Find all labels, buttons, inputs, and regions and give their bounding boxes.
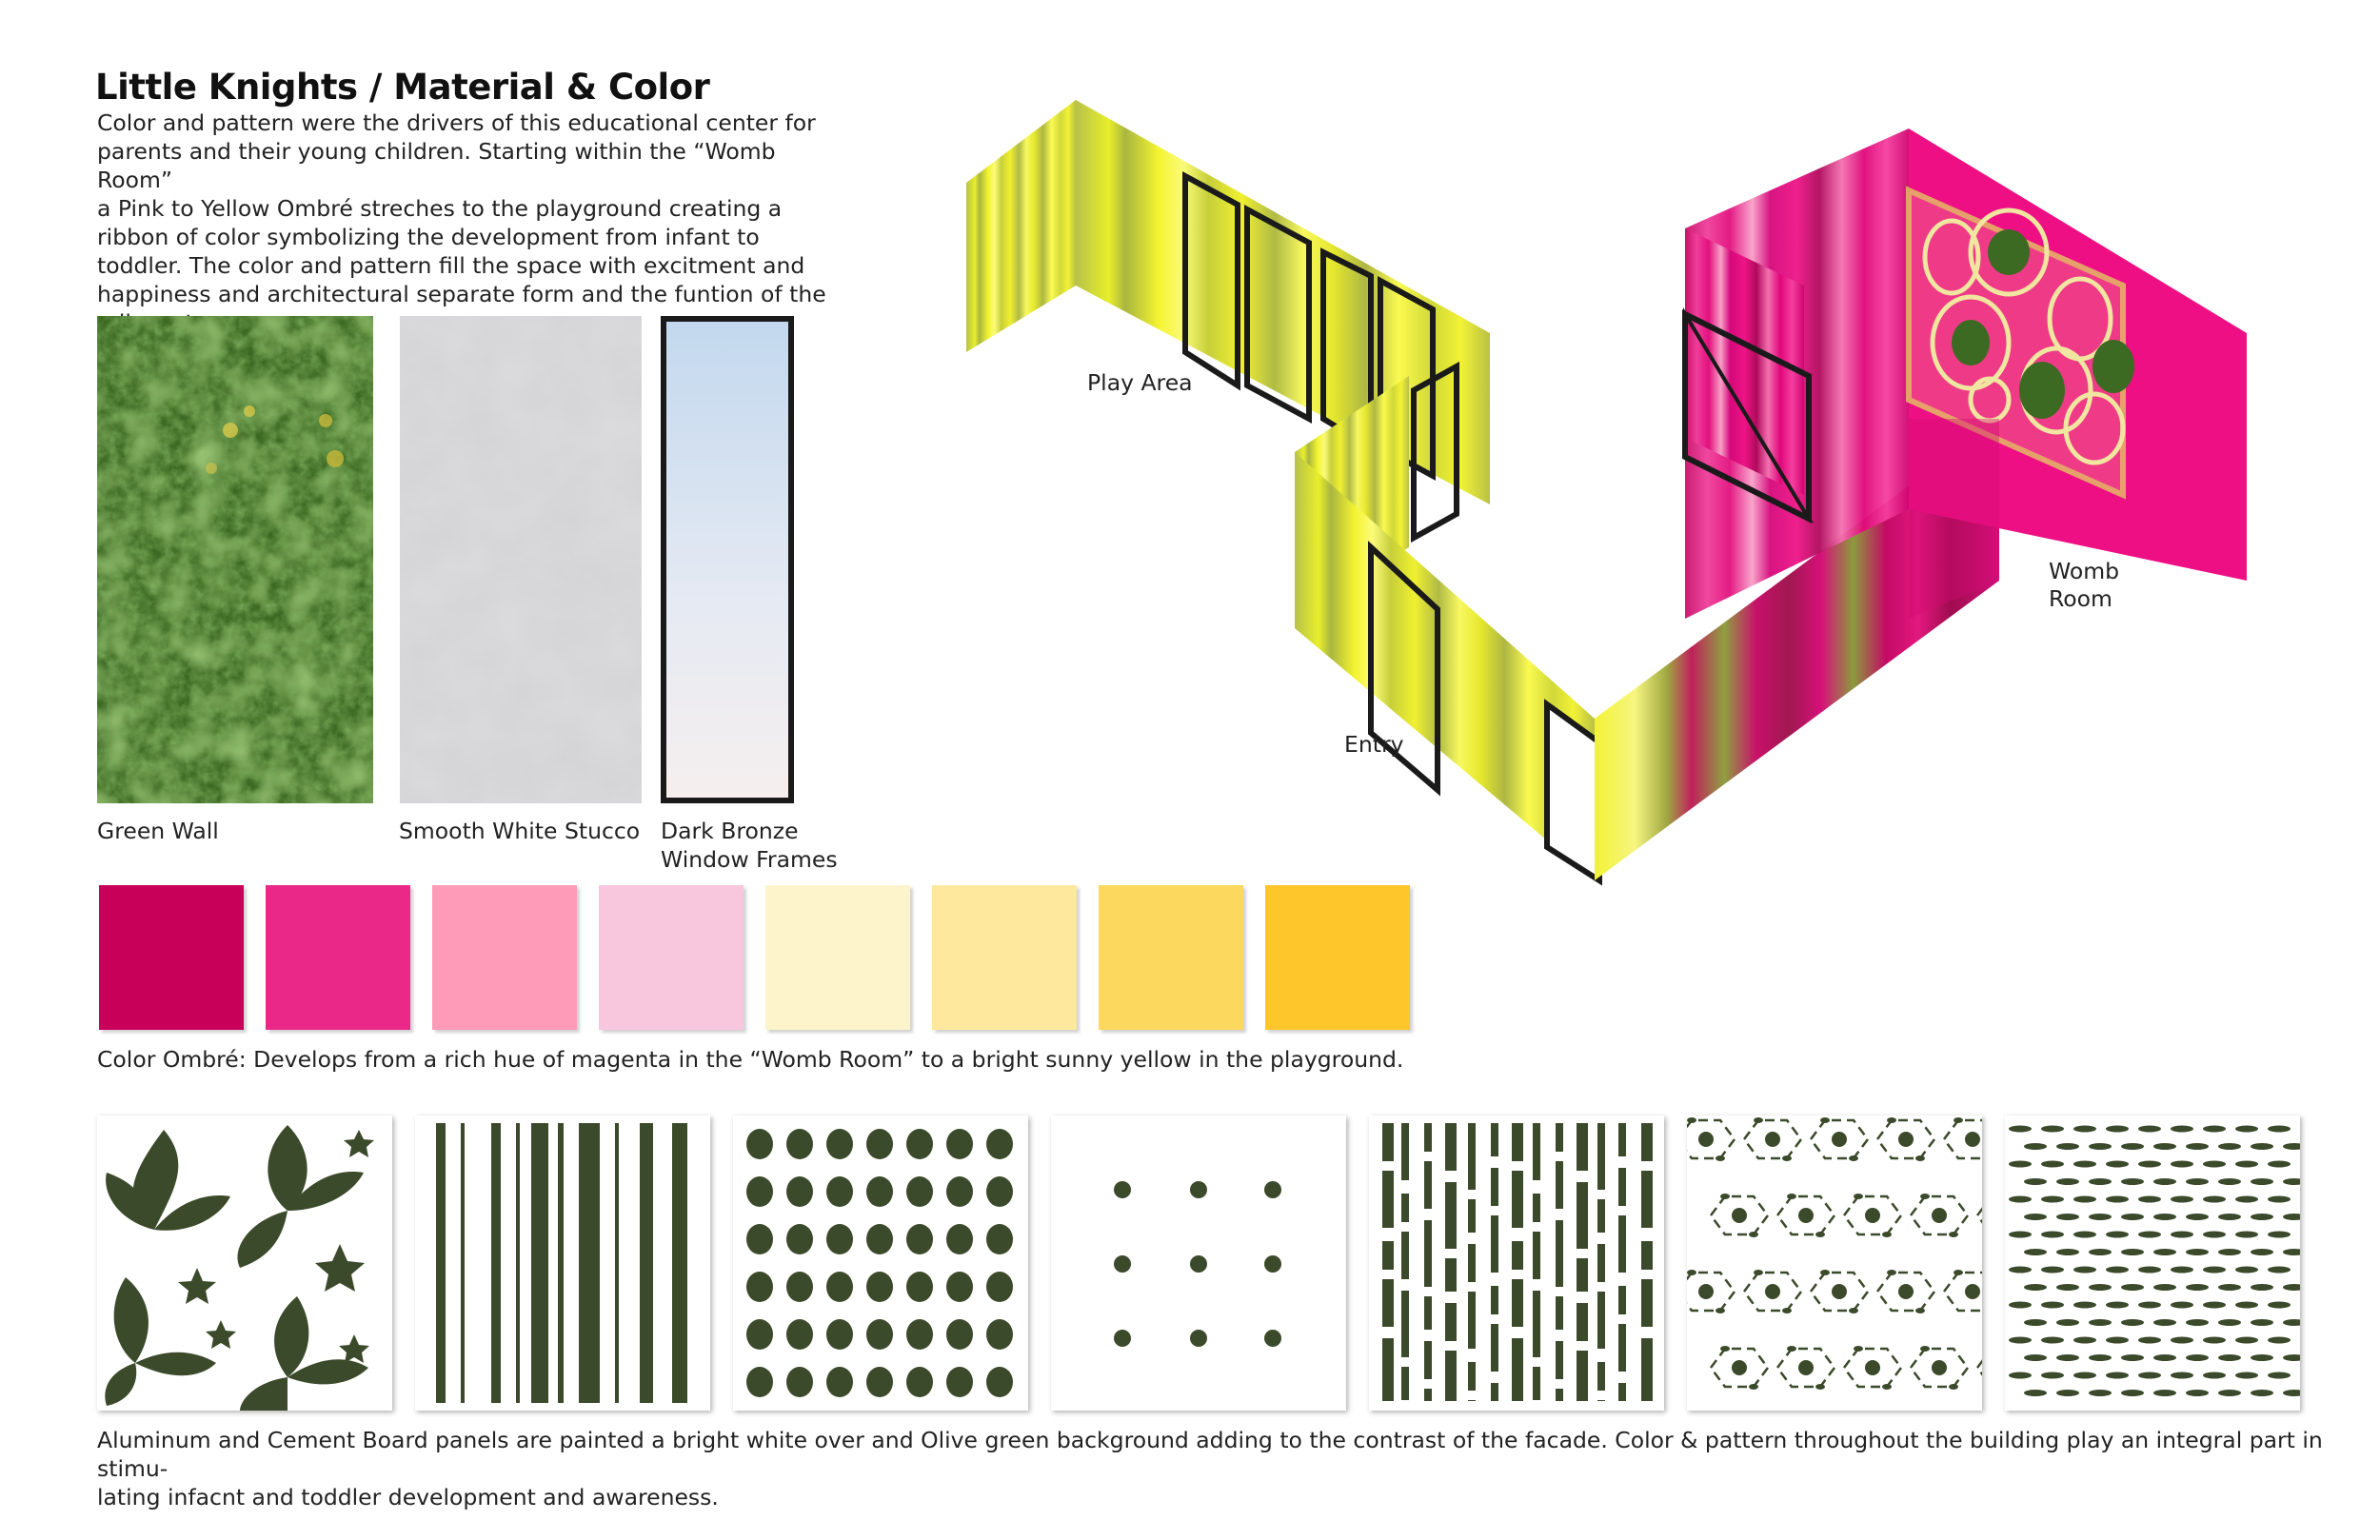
green-wall-texture bbox=[97, 316, 373, 803]
material-label-stucco: Smooth White Stucco bbox=[399, 818, 641, 844]
panel-large-dot-grid-pattern bbox=[733, 1116, 1028, 1411]
page-title: Little Knights / Material & Color bbox=[95, 67, 710, 108]
footer-paragraph: Aluminum and Cement Board panels are painted a bright white over and Olive green background adding to the contrast of the facade. Color & pattern throughout the building play an integral part in stimu- lating infacnt and toddler development and awareness. bbox=[97, 1427, 2323, 1510]
intro-line: parents and their young children. Starting within the “Womb Room” bbox=[97, 138, 776, 193]
play-area-wall-left bbox=[966, 100, 1076, 352]
intro-line: a Pink to Yellow Ombré streches to the playground creating a bbox=[97, 195, 783, 222]
large-dot-grid-pattern-icon bbox=[733, 1116, 1028, 1411]
material-label-window-frames: Dark Bronze Window Frames bbox=[661, 818, 838, 873]
ombre-swatch bbox=[432, 885, 577, 1030]
hexagon-network-pattern-icon bbox=[1687, 1116, 1982, 1411]
intro-line: Color and pattern were the drivers of this educational center for bbox=[97, 109, 816, 136]
dash-stripe-pattern-icon bbox=[1369, 1116, 1664, 1411]
play-area-wall-right bbox=[1076, 100, 1490, 504]
stucco-texture bbox=[400, 316, 642, 803]
green-wall-sample bbox=[97, 316, 373, 803]
oval-slot-pattern-icon bbox=[2005, 1116, 2300, 1411]
leaf-pattern-icon bbox=[97, 1116, 392, 1411]
panel-hexagon-network-pattern bbox=[1687, 1116, 1982, 1411]
panel-leaf-pattern bbox=[97, 1116, 392, 1411]
panel-oval-slot-pattern bbox=[2005, 1116, 2300, 1411]
stucco-sample bbox=[400, 316, 642, 803]
ombre-swatch bbox=[599, 885, 744, 1030]
panel-vertical-stripe-pattern bbox=[415, 1116, 710, 1411]
label-womb-room-line1: Womb bbox=[2049, 558, 2120, 584]
intro-line: toddler. The color and pattern fill the space with excitment and bbox=[97, 252, 805, 279]
ombre-swatch bbox=[99, 885, 244, 1030]
vertical-stripe-pattern-icon bbox=[415, 1116, 710, 1411]
ombre-swatch bbox=[266, 885, 410, 1030]
label-womb-room-line2: Room bbox=[2049, 585, 2112, 612]
panel-sparse-dot-pattern bbox=[1051, 1116, 1346, 1411]
ombre-swatch bbox=[765, 885, 910, 1030]
ombre-caption: Color Ombré: Develops from a rich hue of magenta in the “Womb Room” to a bright sunny yellow in the playground. bbox=[97, 1046, 1404, 1073]
window-frame-sample bbox=[661, 316, 794, 803]
intro-paragraph bbox=[97, 109, 849, 337]
intro-line: happiness and architectural separate form and the funtion of the bbox=[97, 281, 826, 307]
intro-line: ribbon of color symbolizing the development from infant to bbox=[97, 224, 760, 250]
material-label-green-wall: Green Wall bbox=[97, 818, 219, 844]
panel-dash-stripe-pattern bbox=[1369, 1116, 1664, 1411]
axonometric-diagram bbox=[933, 76, 2285, 914]
label-entry: Entry bbox=[1344, 731, 1404, 758]
label-play-area: Play Area bbox=[1087, 369, 1193, 396]
sparse-dot-pattern-icon bbox=[1051, 1116, 1346, 1411]
